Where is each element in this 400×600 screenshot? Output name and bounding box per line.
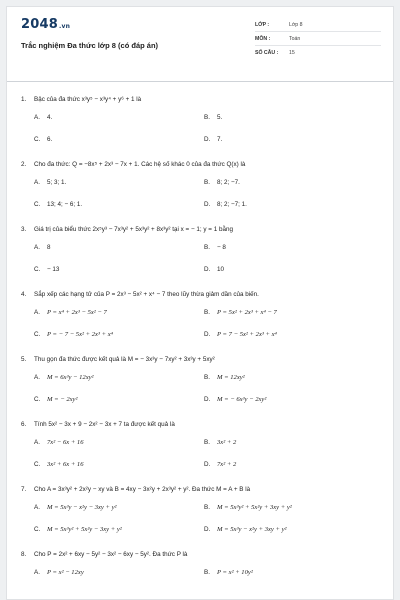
option-text: 7x² − 6x + 16 [47, 438, 84, 446]
option-c[interactable] [34, 518, 204, 540]
option-b[interactable] [204, 366, 384, 388]
option-text: M = 5x³y − x²y − 3xy + y² [47, 503, 117, 511]
question-text: Cho đa thức: Q = −8x⁵ + 2x³ − 7x + 1. Các hệ số khác 0 của đa thức Q(x) là [34, 160, 246, 168]
meta-value: Lớp 8 [289, 21, 303, 28]
option-letter: D. [204, 135, 211, 143]
option-b[interactable] [204, 106, 384, 128]
option-b[interactable] [204, 171, 384, 193]
question-number: 3. [21, 225, 27, 233]
option-letter: A. [34, 568, 40, 576]
logo-suffix: .vn [58, 23, 71, 30]
option-letter: D. [204, 395, 211, 403]
option-letter: B. [204, 373, 210, 381]
question-text: Thu gọn đa thức được kết quả là M = − 3x³y − 7xy² + 3x³y + 5xy² [34, 355, 215, 363]
option-text: 8; 2; −7; 1. [217, 200, 247, 208]
option-text: P = x² + 10y² [217, 568, 253, 576]
option-letter: D. [204, 330, 211, 338]
meta-row-count [255, 46, 381, 59]
option-letter: C. [34, 395, 41, 403]
option-letter: A. [34, 373, 40, 381]
question-4 [21, 287, 393, 345]
option-text: 3x² + 6x + 16 [47, 460, 84, 468]
document-title: Trắc nghiệm Đa thức lớp 8 (có đáp án) [21, 41, 159, 50]
document-header [7, 7, 393, 82]
option-c[interactable] [34, 323, 204, 345]
option-c[interactable] [34, 258, 204, 280]
option-text: 7. [217, 135, 223, 143]
option-text: P = x² − 12xy [47, 568, 84, 576]
option-text: 10 [217, 265, 225, 273]
option-text: P = x⁴ + 2x³ − 5x² − 7 [47, 308, 107, 316]
question-number: 6. [21, 420, 27, 428]
meta-key: MÔN : [255, 35, 271, 42]
option-b[interactable] [204, 561, 384, 583]
option-letter: B. [204, 438, 210, 446]
option-a[interactable] [34, 301, 204, 323]
option-a[interactable] [34, 431, 204, 453]
question-1 [21, 92, 393, 150]
option-text: M = − 6x³y − 2xy² [217, 395, 267, 403]
option-d[interactable] [204, 453, 384, 475]
option-letter: B. [204, 308, 210, 316]
option-c[interactable] [34, 128, 204, 150]
option-text: 7x² + 2 [217, 460, 237, 468]
option-letter: B. [204, 243, 210, 251]
option-d[interactable] [204, 323, 384, 345]
option-text: 8 [47, 243, 51, 251]
question-2 [21, 157, 393, 215]
option-d[interactable] [204, 193, 384, 215]
meta-row-subject [255, 32, 381, 46]
option-text: − 8 [217, 243, 226, 251]
option-a[interactable] [34, 366, 204, 388]
option-letter: B. [204, 503, 210, 511]
question-3 [21, 222, 393, 280]
option-text: 8; 2; −7. [217, 178, 240, 186]
question-text: Cho P = 2x² + 6xy − 5y² − 3x² − 6xy − 5y². Đa thức P là [34, 550, 188, 558]
meta-value: 15 [289, 49, 295, 56]
question-7 [21, 482, 393, 540]
option-text: M = − 2xy² [47, 395, 78, 403]
option-letter: B. [204, 568, 210, 576]
option-text: P = − 7 − 5x² + 2x³ + x⁴ [47, 330, 113, 338]
option-letter: C. [34, 525, 41, 533]
option-letter: D. [204, 525, 211, 533]
option-d[interactable] [204, 258, 384, 280]
option-text: M = 12xy² [217, 373, 245, 381]
question-number: 7. [21, 485, 27, 493]
option-c[interactable] [34, 453, 204, 475]
question-text: Cho A = 3x³y² + 2x²y − xy và B = 4xy − 3x²y + 2x³y² + y². Đa thức M = A + B là [34, 485, 251, 493]
question-text: Tính 5x² − 3x + 9 − 2x² − 3x + 7 ta được kết quả là [34, 420, 175, 428]
option-letter: C. [34, 135, 41, 143]
option-a[interactable] [34, 171, 204, 193]
option-a[interactable] [34, 236, 204, 258]
option-letter: A. [34, 178, 40, 186]
option-letter: B. [204, 178, 210, 186]
option-d[interactable] [204, 388, 384, 410]
question-number: 8. [21, 550, 27, 558]
option-text: 5; 3; 1. [47, 178, 67, 186]
option-text: 3x² + 2 [217, 438, 237, 446]
option-text: 5. [217, 113, 223, 121]
option-text: 4. [47, 113, 53, 121]
option-text: M = 6x³y − 12xy² [47, 373, 94, 381]
option-b[interactable] [204, 301, 384, 323]
option-letter: D. [204, 200, 211, 208]
question-text: Bậc của đa thức x³y⁵ − x³y⁴ + y⁶ + 1 là [34, 95, 142, 103]
option-text: P = 7 − 5x² + 2x³ + x⁴ [217, 330, 277, 338]
option-b[interactable] [204, 431, 384, 453]
option-d[interactable] [204, 518, 384, 540]
document-page [6, 6, 394, 600]
option-d[interactable] [204, 128, 384, 150]
option-text: 6. [47, 135, 53, 143]
option-letter: A. [34, 503, 40, 511]
meta-row-class [255, 18, 381, 32]
option-letter: A. [34, 308, 40, 316]
option-letter: D. [204, 460, 211, 468]
option-letter: C. [34, 330, 41, 338]
option-c[interactable] [34, 388, 204, 410]
site-logo[interactable] [21, 17, 70, 32]
option-b[interactable] [204, 236, 384, 258]
option-b[interactable] [204, 496, 384, 518]
option-text: − 13 [47, 265, 60, 273]
option-letter: B. [204, 113, 210, 121]
option-a[interactable] [34, 496, 204, 518]
option-text: M = 5x³y² + 5x²y + 3xy + y² [217, 503, 292, 511]
option-c[interactable] [34, 193, 204, 215]
option-a[interactable] [34, 561, 204, 583]
option-letter: A. [34, 243, 40, 251]
option-letter: C. [34, 200, 41, 208]
meta-table [255, 18, 381, 59]
meta-key: LỚP : [255, 21, 270, 28]
option-letter: A. [34, 438, 40, 446]
question-8 [21, 547, 393, 583]
question-5 [21, 352, 393, 410]
question-number: 2. [21, 160, 27, 168]
option-letter: C. [34, 265, 41, 273]
option-text: M = 5x³y² + 5x²y − 3xy + y² [47, 525, 122, 533]
option-text: P = 5x² + 2x³ + x⁴ − 7 [217, 308, 277, 316]
question-text: Giá trị của biểu thức 2x⁵y³ − 7x³y² + 5x³y² + 8x³y² tại x = − 1; y = 1 bằng [34, 225, 233, 233]
logo-text: 2048 [21, 17, 58, 32]
question-text: Sắp xếp các hạng tử của P = 2x³ − 5x² + x⁴ − 7 theo lũy thừa giảm dần của biến. [34, 290, 259, 298]
option-a[interactable] [34, 106, 204, 128]
option-letter: C. [34, 460, 41, 468]
option-text: M = 5x³y − x²y + 3xy + y² [217, 525, 287, 533]
question-number: 4. [21, 290, 27, 298]
question-number: 5. [21, 355, 27, 363]
meta-key: SỐ CÂU : [255, 49, 279, 56]
question-number: 1. [21, 95, 27, 103]
question-list [7, 92, 393, 583]
option-letter: D. [204, 265, 211, 273]
question-6 [21, 417, 393, 475]
meta-value: Toán [289, 35, 301, 42]
option-letter: A. [34, 113, 40, 121]
option-text: 13; 4; − 6; 1. [47, 200, 83, 208]
